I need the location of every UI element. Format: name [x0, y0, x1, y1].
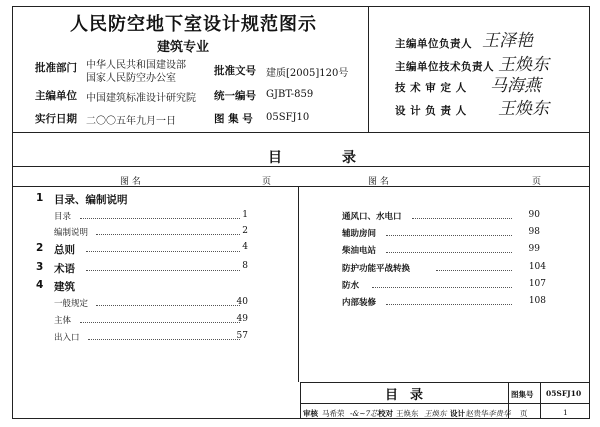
- sign-name-review: 马希荣: [322, 409, 345, 418]
- title-block-mid-rule: [300, 403, 590, 404]
- impl-date-label: 实行日期: [35, 113, 77, 125]
- approve-doc-label: 批准文号: [214, 65, 256, 77]
- sub-item-toc: 目录: [54, 212, 72, 222]
- page-number: 2: [242, 226, 248, 236]
- sub-item-entrance: 出入口: [54, 333, 80, 343]
- leader-line: [386, 304, 512, 305]
- sub-item-main-body: 主体: [54, 316, 72, 326]
- toc-center-divider: [298, 186, 299, 382]
- page-number: 107: [528, 279, 546, 289]
- sign-signature-review: -&~7芯: [350, 409, 378, 418]
- left-col-name-header: 图 名: [120, 177, 141, 187]
- approve-doc-value: 建质[2005]120号: [266, 68, 349, 79]
- approve-dept-value-1: 中华人民共和国建设部: [86, 60, 186, 71]
- page-number: 8: [242, 261, 248, 271]
- leader-line: [436, 270, 512, 271]
- column-header-rule: [12, 186, 590, 187]
- editor-unit-label: 主编单位: [35, 90, 77, 102]
- page-number: 104: [528, 262, 546, 272]
- title-block-divider: [540, 382, 541, 419]
- toc-heading-rule: [12, 166, 590, 167]
- responsible-label-3: 技 术 审 定 人: [395, 82, 467, 94]
- page-number: 1: [242, 210, 248, 220]
- approve-dept-value-2: 国家人民防空办公室: [86, 73, 176, 84]
- unified-no-label: 统一编号: [214, 90, 256, 102]
- editor-unit-value: 中国建筑标准设计研究院: [86, 93, 196, 104]
- toc-heading: 目录: [268, 150, 416, 166]
- page-number: 98: [528, 227, 540, 237]
- leader-line: [80, 322, 240, 323]
- atlas-no-value: 05SFJ10: [266, 112, 310, 123]
- responsible-label-1: 主编单位负责人: [395, 38, 472, 50]
- leader-line: [386, 235, 512, 236]
- leader-line: [372, 287, 512, 288]
- page-number: 4: [242, 242, 248, 252]
- right-item-vent: 通风口、水电口: [342, 212, 402, 222]
- section-3-name: 术语: [54, 263, 75, 275]
- sign-signature-check: 王焕东: [424, 409, 447, 418]
- right-item-waterproof: 防水: [342, 281, 360, 291]
- sub-item-general: 一般规定: [54, 299, 89, 309]
- right-col-page-header: 页: [532, 177, 542, 187]
- responsible-label-4: 设 计 负 责 人: [395, 105, 467, 117]
- signature-4: 王焕东: [498, 99, 549, 119]
- left-col-page-header: 页: [262, 177, 272, 187]
- title-block-left-rule: [300, 382, 301, 419]
- leader-line: [80, 218, 240, 219]
- section-2-num: 2: [36, 242, 44, 254]
- title-block-page-label: 页: [520, 409, 528, 418]
- header-divider: [368, 6, 369, 132]
- page-number: 40: [236, 297, 248, 307]
- section-4-num: 4: [36, 279, 44, 291]
- sign-role-check: 校对: [378, 409, 393, 418]
- right-item-auxiliary: 辅助房间: [342, 229, 377, 239]
- sub-item-notes: 编制说明: [54, 228, 89, 238]
- atlas-subtitle: 建筑专业: [157, 40, 210, 55]
- unified-no-value: GJBT-859: [266, 89, 314, 100]
- title-block-page-value: 1: [563, 408, 568, 417]
- impl-date-value: 二〇〇五年九月一日: [86, 116, 176, 127]
- page-number: 90: [528, 210, 540, 220]
- page-number: 49: [236, 314, 248, 324]
- right-col-name-header: 图 名: [368, 177, 389, 187]
- sign-name-check: 王焕东: [396, 409, 419, 418]
- signature-2: 王焕东: [498, 55, 549, 75]
- leader-line: [412, 218, 512, 219]
- header-bottom-rule: [12, 132, 590, 133]
- page-number: 108: [528, 296, 546, 306]
- title-block-atlas-label: 图集号: [511, 390, 534, 399]
- title-block-top-rule: [300, 382, 590, 383]
- section-3-num: 3: [36, 261, 44, 273]
- leader-line: [86, 251, 240, 252]
- page-number: 99: [528, 244, 540, 254]
- sign-name-design: 赵贵华: [466, 409, 489, 418]
- page-number: 57: [236, 331, 248, 341]
- section-1-name: 目录、编制说明: [54, 194, 128, 206]
- section-4-name: 建筑: [54, 281, 75, 293]
- right-item-diesel: 柴油电站: [342, 246, 377, 256]
- title-block-title: 目录: [385, 388, 436, 403]
- responsible-label-2: 主编单位技术负责人: [395, 61, 494, 73]
- sign-role-design: 设计: [450, 409, 465, 418]
- title-block-atlas-value: 05SFJ10: [546, 389, 582, 398]
- section-2-name: 总则: [54, 244, 75, 256]
- sign-signature-design: 李贵华: [488, 409, 511, 418]
- sign-role-review: 审核: [303, 409, 318, 418]
- leader-line: [86, 270, 240, 271]
- right-item-interior: 内部装修: [342, 298, 377, 308]
- approve-dept-label: 批准部门: [35, 62, 77, 74]
- signature-3: 马海燕: [490, 76, 541, 96]
- leader-line: [386, 252, 512, 253]
- atlas-title: 人民防空地下室设计规范图示: [70, 14, 317, 35]
- right-item-conversion: 防护功能平战转换: [342, 264, 411, 274]
- section-1-num: 1: [36, 192, 44, 204]
- atlas-no-label: 图 集 号: [214, 113, 253, 125]
- signature-1: 王泽艳: [482, 31, 533, 51]
